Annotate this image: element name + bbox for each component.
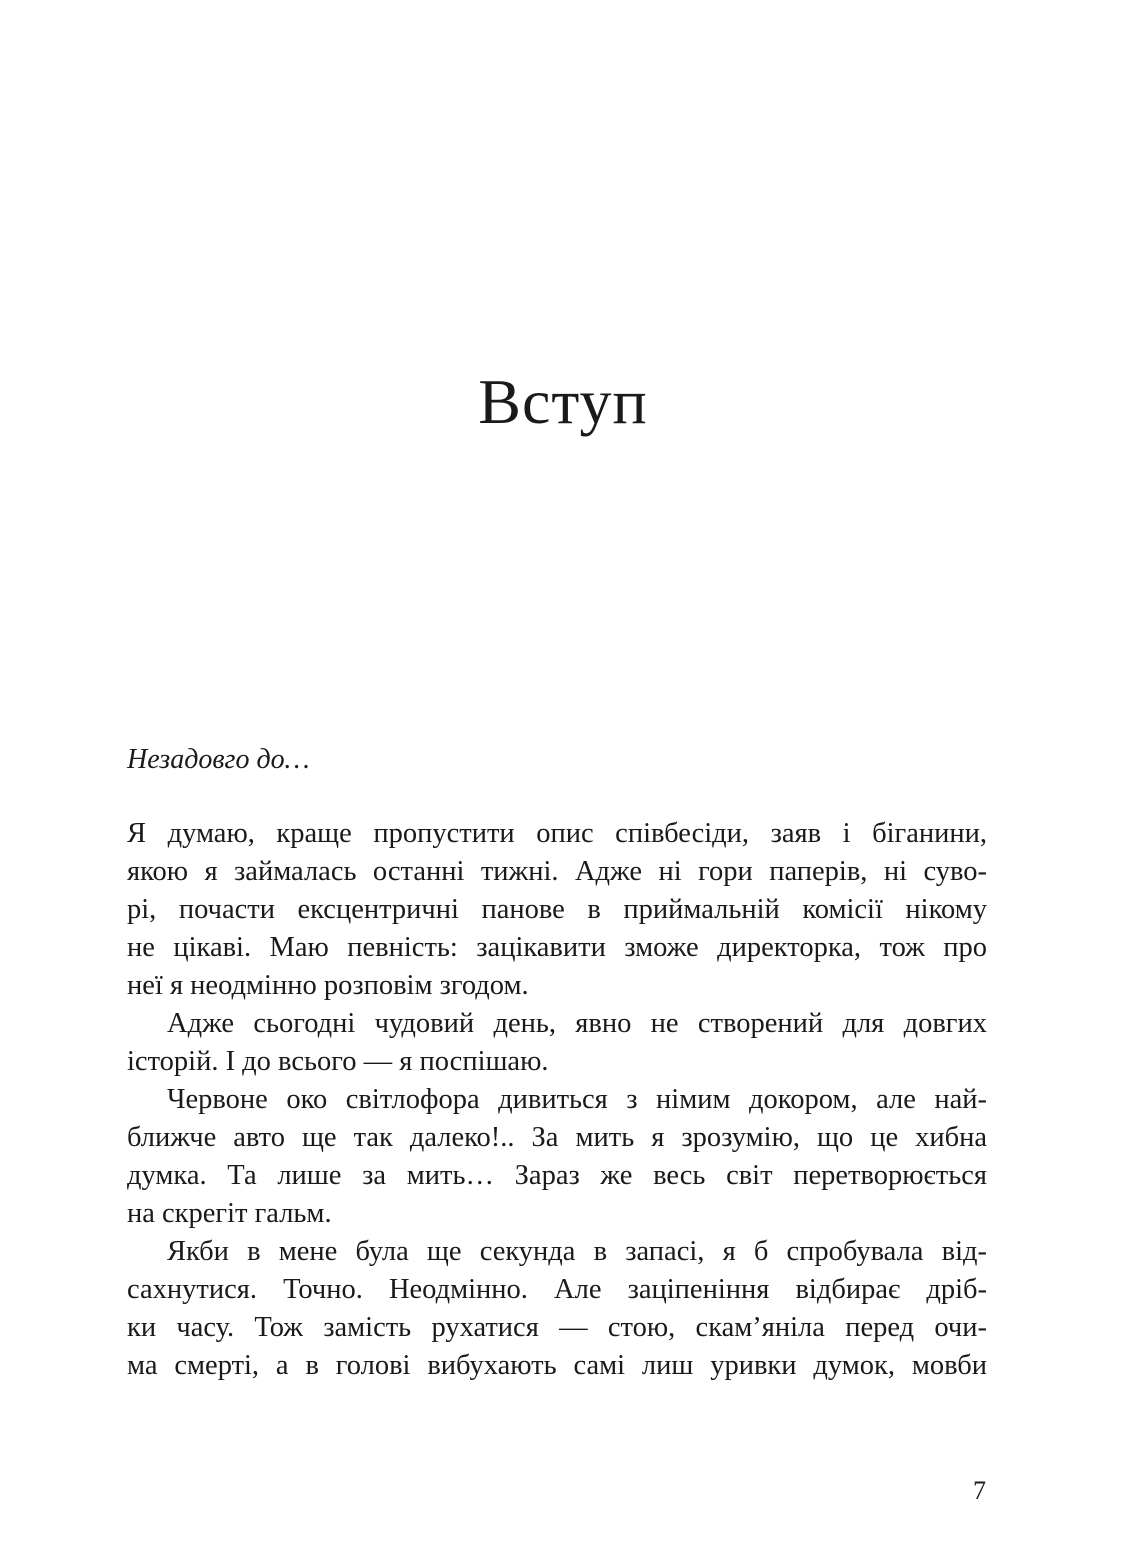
text-line: якою я займалась останні тижні. Адже ні гори паперів, ні суво- — [127, 856, 987, 887]
text-line: ма смерті, а в голові вибухають самі лиш уривки думок, мовби — [127, 1350, 987, 1381]
text-line: сахнутися. Точно. Неодмінно. Але заціпеніння відбирає дріб- — [127, 1274, 987, 1305]
page-number: 7 — [973, 1476, 986, 1505]
text-line: рі, почасти ексцентричні панове в приймальній комісії нікому — [127, 894, 987, 925]
chapter-title: Вступ — [478, 366, 648, 437]
text-line: історій. І до всього — я поспішаю. — [127, 1046, 549, 1077]
text-line: Якби в мене була ще секунда в запасі, я б спробувала від- — [167, 1236, 987, 1267]
text-line: неї я неодмінно розповім згодом. — [127, 970, 529, 1001]
text-line: Адже сьогодні чудовий день, явно не створений для довгих — [167, 1008, 987, 1039]
text-line: на скрегіт гальм. — [127, 1198, 332, 1229]
body-text — [127, 815, 987, 1385]
text-line: ки часу. Тож замість рухатися — стою, скам’яніла перед очи- — [127, 1312, 987, 1343]
text-line: Червоне око світлофора дивиться з німим докором, але най- — [167, 1084, 987, 1115]
text-line: думка. Та лише за мить… Зараз же весь світ перетворюється — [127, 1160, 987, 1191]
text-line: ближче авто ще так далеко!.. За мить я зрозумію, що це хибна — [127, 1122, 987, 1153]
text-line: не цікаві. Маю певність: зацікавити зможе директорка, тож про — [127, 932, 987, 963]
text-line: Я думаю, краще пропустити опис співбесіди, заяв і біганини, — [127, 818, 987, 849]
epigraph: Незадовго до… — [127, 744, 310, 775]
